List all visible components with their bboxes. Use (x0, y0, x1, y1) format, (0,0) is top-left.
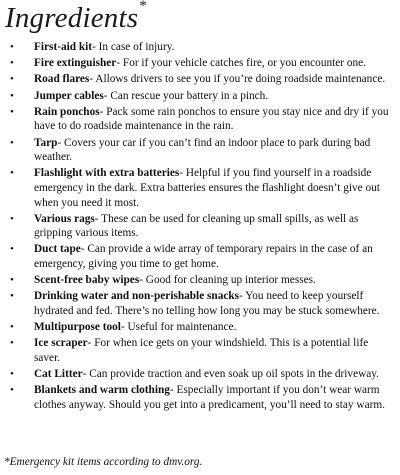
list-item (0, 273, 400, 288)
item-description: - In case of injury. (92, 41, 175, 53)
list-item (0, 136, 400, 165)
bullet-icon: • (10, 384, 14, 397)
list-item (0, 56, 400, 71)
item-term: First-aid kit (34, 41, 93, 53)
item-term: Ice scraper (34, 337, 88, 350)
bullet-icon: • (10, 274, 14, 287)
item-term: Blankets and warm clothing (34, 384, 170, 397)
list-item (0, 242, 400, 271)
bullet-icon: • (10, 73, 14, 86)
bullet-icon: • (10, 368, 14, 381)
item-term: Flashlight with extra batteries (34, 167, 180, 180)
list-item (0, 336, 400, 365)
item-term: Jumper cables (34, 89, 104, 102)
item-term: Duct tape (34, 243, 81, 256)
bullet-icon: • (10, 41, 14, 53)
list-item (0, 367, 400, 382)
item-description: - For if your vehicle catches fire, or you encounter one. (116, 57, 367, 70)
list-item (0, 40, 400, 55)
item-description: - Helpful if you find yourself in a roadside emergency in the dark. Extra batteries ensures the flashlight doesn’t give out when you need it most. (34, 167, 380, 209)
item-term: Multipurpose tool (34, 321, 121, 334)
list-item (0, 105, 400, 134)
list-item (0, 289, 400, 318)
list-item (0, 166, 400, 210)
bullet-icon: • (10, 105, 14, 118)
item-description: - Allows drivers to see you if you’re doing roadside maintenance. (89, 73, 386, 86)
item-term: Road flares (34, 73, 90, 86)
bullet-icon: • (10, 337, 14, 350)
list-item (0, 72, 400, 87)
item-term: Various rags (34, 212, 95, 225)
page-title: Ingredients (5, 2, 139, 34)
item-description: - Can rescue your battery in a pinch. (103, 89, 269, 102)
bullet-icon: • (10, 290, 14, 303)
bullet-icon: • (10, 243, 14, 256)
item-description: - You need to keep yourself hydrated and fed. There’s no telling how long you may be stuck somewhere. (34, 290, 380, 318)
title-block (5, 0, 146, 36)
item-description: - Can provide a wide array of temporary repairs in the case of an emergency, giving you time to get home. (34, 243, 373, 271)
list-item (0, 212, 400, 241)
footnote: *Emergency kit items according to dmv.org. (4, 456, 203, 468)
item-term: Drinking water and non-perishable snacks (34, 290, 240, 303)
list-item (0, 383, 400, 412)
bullet-icon: • (10, 321, 14, 334)
item-description: - Especially important if you don’t wear warm clothes anyway. Should you get into a predicament, you’ll need to stay warm. (34, 384, 385, 411)
item-term: Tarp (34, 136, 58, 149)
item-description: - For when ice gets on your windshield. This is a potential life saver. (34, 337, 369, 364)
bullet-icon: • (10, 89, 14, 102)
item-description: - Covers your car if you can’t find an indoor place to park during bad weather. (34, 136, 371, 164)
title-asterisk: * (139, 0, 147, 14)
item-description: - Can provide traction and even soak up oil spots in the driveway. (82, 368, 379, 381)
bullet-icon: • (10, 136, 14, 149)
item-term: Fire extinguisher (34, 57, 117, 70)
item-term: Scent-free baby wipes (34, 274, 140, 287)
item-term: Rain ponchos (34, 105, 100, 118)
bullet-icon: • (10, 167, 14, 180)
bullet-icon: • (10, 57, 14, 70)
ingredients-list (0, 40, 400, 414)
item-description: - Good for cleaning up interior messes. (139, 274, 316, 287)
list-item (0, 320, 400, 335)
item-term: Cat Litter (34, 368, 83, 381)
item-description: - These can be used for cleaning up small spills, as well as gripping various items. (34, 212, 359, 240)
item-description: - Useful for maintenance. (120, 321, 237, 334)
item-description: - Pack some rain ponchos to ensure you stay nice and dry if you have to do roadside maintenance in the rain. (34, 105, 389, 133)
list-item (0, 89, 400, 104)
bullet-icon: • (10, 212, 14, 225)
